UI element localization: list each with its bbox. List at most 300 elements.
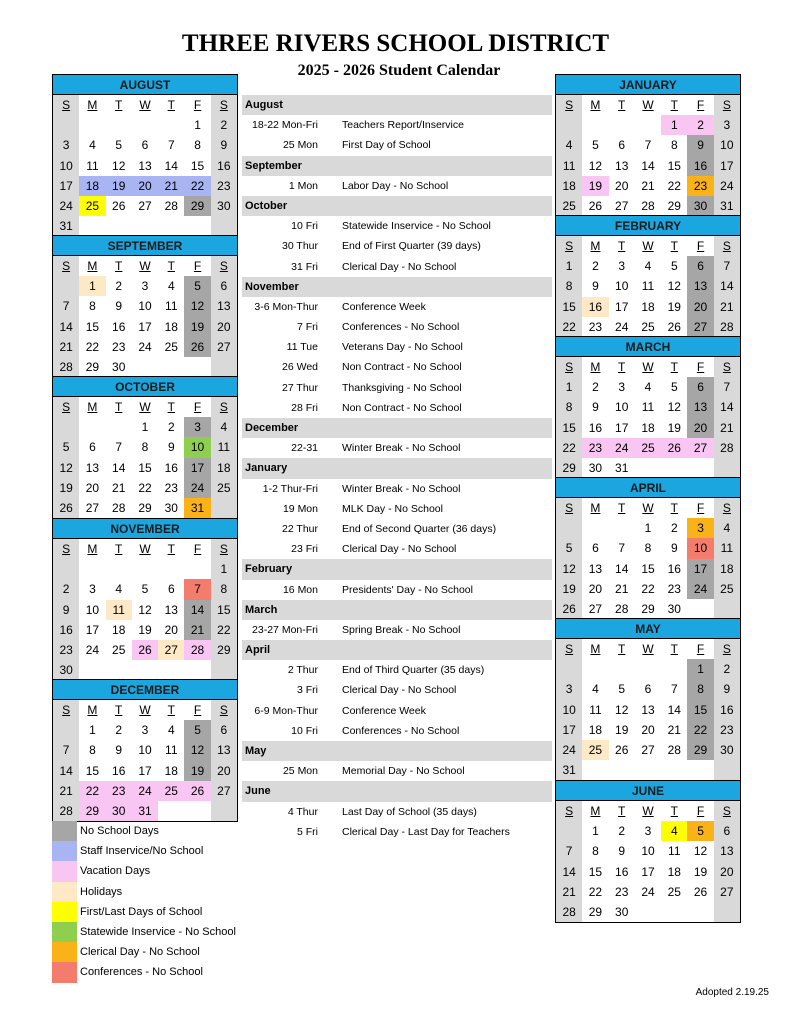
day-cell: 9: [670, 541, 678, 556]
day-cell: 12: [184, 296, 210, 316]
day-cell: 15: [138, 460, 152, 475]
empty-cell: [184, 216, 210, 236]
day-cell: 8: [556, 276, 582, 296]
day-cell: 20: [687, 297, 713, 317]
day-cell: 5: [592, 138, 599, 153]
empty-cell: [53, 559, 79, 579]
day-cell: 16: [582, 297, 608, 317]
weekday-label: S: [714, 357, 740, 377]
month-header: OCTOBER: [53, 377, 237, 397]
day-cell: 15: [687, 700, 713, 720]
event-description: End of Second Quarter (36 days): [342, 522, 497, 535]
day-cell: 19: [138, 622, 152, 637]
day-cell: 6: [211, 276, 237, 296]
day-cell: 22: [588, 884, 603, 899]
day-cell: 25: [582, 740, 608, 760]
event-row: [242, 438, 552, 458]
event-description: Winter Break - No School: [342, 482, 461, 495]
day-cell: 26: [53, 498, 79, 518]
day-cell: 1: [556, 256, 582, 276]
day-cell: 17: [687, 559, 713, 579]
month-header: FEBRUARY: [556, 216, 740, 236]
day-grid: [53, 256, 237, 377]
weekday-label: T: [167, 259, 175, 273]
day-cell: 28: [641, 198, 655, 213]
day-cell: 24: [132, 781, 158, 801]
weekday-label: M: [87, 400, 98, 414]
day-cell: 10: [138, 299, 152, 314]
day-cell: 24: [609, 438, 635, 458]
legend-item: [52, 922, 240, 942]
day-cell: 26: [184, 781, 210, 801]
empty-cell: [158, 216, 184, 236]
day-cell: 16: [588, 420, 603, 435]
day-cell: 16: [53, 620, 79, 640]
day-cell: 25: [556, 196, 582, 216]
empty-cell: [158, 559, 184, 579]
day-cell: 14: [714, 276, 740, 296]
month-may: [555, 618, 741, 781]
day-cell: 25: [79, 196, 105, 216]
day-cell: 11: [668, 844, 681, 859]
empty-cell: [635, 902, 661, 922]
day-cell: 25: [714, 579, 740, 599]
legend-swatch: [52, 922, 77, 942]
legend-item: [52, 942, 240, 962]
day-cell: 14: [667, 702, 681, 717]
weekday-label: M: [590, 98, 601, 112]
day-cell: 24: [714, 176, 740, 196]
day-cell: 10: [556, 700, 582, 720]
weekday-label: T: [618, 642, 626, 656]
day-cell: 22: [138, 480, 152, 495]
legend-label: Clerical Day - No School: [80, 946, 200, 959]
day-cell: 11: [641, 279, 655, 294]
day-cell: 16: [164, 460, 178, 475]
day-cell: 19: [106, 176, 132, 196]
day-cell: 19: [615, 722, 629, 737]
event-month-heading: March: [242, 600, 552, 620]
day-cell: 3: [644, 824, 652, 839]
day-grid: [556, 801, 740, 922]
event-date: 27 Thur: [282, 381, 318, 394]
weekday-label: T: [115, 259, 123, 273]
empty-cell: [714, 902, 740, 922]
empty-cell: [211, 660, 237, 680]
weekday-label: S: [714, 95, 740, 115]
day-cell: 30: [53, 660, 79, 680]
day-cell: 27: [138, 198, 152, 213]
day-cell: 22: [641, 581, 655, 596]
month-header: APRIL: [556, 478, 740, 498]
day-cell: 3: [184, 417, 210, 437]
empty-cell: [53, 115, 79, 135]
event-description: Veterans Day - No School: [342, 341, 463, 354]
day-cell: 18: [112, 622, 126, 637]
empty-cell: [635, 659, 661, 679]
weekday-label: F: [193, 703, 202, 717]
day-cell: 27: [615, 198, 629, 213]
day-cell: 26: [184, 337, 210, 357]
day-cell: 26: [693, 884, 708, 899]
event-date: 18-22 Mon-Fri: [252, 119, 318, 132]
day-cell: 9: [592, 279, 599, 294]
day-cell: 12: [667, 279, 681, 294]
event-description: MLK Day - No School: [342, 502, 443, 515]
event-row: [242, 317, 552, 337]
day-cell: 6: [89, 440, 96, 455]
day-cell: 25: [641, 319, 655, 334]
day-cell: 30: [112, 359, 126, 374]
day-grid: [556, 357, 740, 478]
day-cell: 5: [184, 720, 210, 740]
day-cell: 1: [211, 559, 237, 579]
event-row: [242, 398, 552, 418]
day-cell: 21: [158, 176, 184, 196]
day-cell: 13: [687, 276, 713, 296]
day-cell: 9: [211, 135, 237, 155]
day-cell: 23: [164, 480, 178, 495]
day-cell: 10: [687, 538, 713, 558]
event-row: [242, 802, 552, 822]
day-cell: 2: [167, 420, 175, 435]
day-cell: 23: [615, 884, 629, 899]
day-cell: 4: [661, 821, 687, 841]
day-cell: 12: [588, 158, 603, 173]
event-date: 26 Wed: [282, 361, 318, 374]
event-row: [242, 499, 552, 519]
day-cell: 10: [714, 135, 740, 155]
legend-swatch: [52, 861, 77, 881]
empty-cell: [132, 660, 158, 680]
day-cell: 27: [85, 500, 100, 515]
event-description: Labor Day - No School: [342, 179, 449, 192]
day-cell: 14: [556, 862, 582, 882]
legend-swatch: [52, 821, 77, 841]
day-cell: 15: [211, 600, 237, 620]
legend-swatch: [52, 841, 77, 861]
month-january: [555, 74, 741, 217]
day-cell: 14: [164, 158, 178, 173]
day-cell: 20: [641, 722, 655, 737]
empty-cell: [714, 599, 740, 619]
weekday-label: W: [642, 642, 654, 656]
empty-cell: [158, 801, 184, 821]
weekday-label: W: [642, 239, 654, 253]
weekday-label: S: [556, 95, 582, 115]
day-cell: 23: [588, 319, 603, 334]
weekday-label: F: [193, 542, 202, 556]
event-date: 1 Mon: [288, 179, 318, 192]
day-cell: 19: [556, 579, 582, 599]
month-november: [52, 518, 238, 681]
weekday-label: F: [193, 259, 202, 273]
month-header: DECEMBER: [53, 680, 237, 700]
day-cell: 6: [714, 821, 740, 841]
event-row: [242, 822, 552, 842]
legend-item: [52, 841, 240, 861]
event-date: 3 Fri: [297, 684, 318, 697]
weekday-label: T: [670, 239, 678, 253]
weekday-label: S: [556, 801, 582, 821]
day-cell: 12: [556, 559, 582, 579]
day-cell: 8: [211, 579, 237, 599]
empty-cell: [687, 760, 713, 780]
day-cell: 31: [53, 216, 79, 236]
day-grid: [556, 639, 740, 780]
day-cell: 17: [714, 156, 740, 176]
day-cell: 12: [138, 602, 152, 617]
day-cell: 8: [89, 299, 96, 314]
event-date: 25 Mon: [282, 139, 318, 152]
event-description: Presidents' Day - No School: [342, 583, 473, 596]
day-cell: 4: [556, 135, 582, 155]
empty-cell: [582, 518, 608, 538]
day-cell: 19: [53, 478, 79, 498]
day-cell: 16: [687, 156, 713, 176]
weekday-label: S: [53, 539, 79, 559]
empty-cell: [687, 599, 713, 619]
empty-cell: [53, 417, 79, 437]
event-description: Clerical Day - No School: [342, 260, 457, 273]
weekday-label: W: [642, 501, 654, 515]
event-month-heading: February: [242, 559, 552, 579]
day-cell: 1: [661, 115, 687, 135]
empty-cell: [556, 659, 582, 679]
day-cell: 3: [141, 279, 149, 294]
month-header: SEPTEMBER: [53, 236, 237, 256]
day-cell: 15: [588, 864, 603, 879]
day-cell: 8: [194, 138, 201, 153]
event-date: 23 Fri: [291, 543, 318, 556]
empty-cell: [609, 115, 635, 135]
legend: [52, 821, 240, 983]
event-description: End of Third Quarter (35 days): [342, 664, 485, 677]
day-cell: 26: [556, 599, 582, 619]
day-grid: [53, 95, 237, 236]
day-cell: 14: [714, 397, 740, 417]
day-cell: 6: [644, 682, 652, 697]
weekday-label: S: [211, 256, 237, 276]
weekday-label: M: [590, 501, 601, 515]
empty-cell: [184, 357, 210, 377]
day-cell: 8: [687, 679, 713, 699]
day-cell: 11: [165, 299, 178, 314]
event-description: Teachers Report/Inservice: [342, 119, 464, 132]
legend-swatch: [52, 882, 77, 902]
page-title: THREE RIVERS SCHOOL DISTRICT: [181, 30, 610, 57]
day-cell: 29: [79, 801, 105, 821]
day-cell: 22: [184, 176, 210, 196]
weekday-label: S: [53, 95, 79, 115]
day-cell: 7: [556, 841, 582, 861]
day-cell: 12: [112, 158, 126, 173]
day-cell: 28: [714, 438, 740, 458]
day-cell: 12: [693, 844, 708, 859]
day-cell: 27: [211, 337, 237, 357]
weekday-label: S: [211, 397, 237, 417]
empty-cell: [661, 902, 687, 922]
day-cell: 12: [184, 740, 210, 760]
day-cell: 17: [556, 720, 582, 740]
event-description: End of First Quarter (39 days): [342, 240, 481, 253]
day-cell: 5: [687, 821, 713, 841]
legend-item: [52, 882, 240, 902]
day-cell: 26: [615, 742, 629, 757]
day-cell: 15: [667, 158, 681, 173]
day-cell: 8: [592, 844, 599, 859]
weekday-label: F: [696, 642, 705, 656]
empty-cell: [556, 821, 582, 841]
day-cell: 8: [670, 138, 678, 153]
day-cell: 22: [79, 781, 105, 801]
day-cell: 16: [615, 864, 629, 879]
day-cell: 4: [167, 723, 175, 738]
day-cell: 11: [641, 400, 655, 415]
empty-cell: [687, 902, 713, 922]
day-cell: 5: [670, 380, 678, 395]
event-month-heading: October: [242, 196, 552, 216]
day-cell: 17: [53, 176, 79, 196]
weekday-label: S: [53, 397, 79, 417]
day-cell: 12: [53, 458, 79, 478]
day-cell: 3: [556, 679, 582, 699]
day-cell: 22: [687, 720, 713, 740]
day-cell: 31: [615, 460, 629, 475]
day-cell: 4: [644, 259, 652, 274]
event-date: 6-9 Mon-Thur: [254, 704, 318, 717]
event-description: Spring Break - No School: [342, 623, 461, 636]
legend-label: Holidays: [80, 885, 123, 898]
day-cell: 4: [714, 518, 740, 538]
day-cell: 11: [106, 600, 132, 620]
day-cell: 10: [641, 844, 655, 859]
day-cell: 20: [211, 317, 237, 337]
weekday-label: S: [714, 498, 740, 518]
weekday-label: T: [618, 239, 626, 253]
day-cell: 22: [556, 438, 582, 458]
day-cell: 14: [53, 317, 79, 337]
day-cell: 7: [618, 541, 626, 556]
day-cell: 18: [667, 864, 681, 879]
day-cell: 5: [141, 582, 149, 597]
day-cell: 26: [667, 319, 681, 334]
day-cell: 1: [687, 659, 713, 679]
day-cell: 18: [641, 299, 655, 314]
day-cell: 7: [670, 682, 678, 697]
day-cell: 25: [667, 884, 681, 899]
day-cell: 23: [106, 781, 132, 801]
day-cell: 4: [644, 380, 652, 395]
weekday-label: F: [193, 98, 202, 112]
day-cell: 31: [132, 801, 158, 821]
day-cell: 26: [588, 198, 603, 213]
event-row: [242, 378, 552, 398]
weekday-label: S: [556, 236, 582, 256]
day-cell: 5: [556, 538, 582, 558]
event-month-heading: April: [242, 640, 552, 660]
day-cell: 9: [618, 844, 626, 859]
event-date: 3-6 Mon-Thur: [254, 300, 318, 313]
day-cell: 12: [615, 702, 629, 717]
event-date: 22 Thur: [282, 522, 318, 535]
weekday-label: F: [696, 98, 705, 112]
day-cell: 10: [138, 743, 152, 758]
day-cell: 11: [211, 437, 237, 457]
day-cell: 9: [687, 135, 713, 155]
empty-cell: [211, 801, 237, 821]
day-cell: 4: [89, 138, 96, 153]
day-cell: 3: [687, 518, 713, 538]
legend-label: Staff Inservice/No School: [80, 845, 204, 858]
day-cell: 27: [158, 640, 184, 660]
weekday-label: S: [556, 357, 582, 377]
day-cell: 7: [53, 740, 79, 760]
weekday-label: T: [167, 542, 175, 556]
day-cell: 2: [618, 824, 626, 839]
day-grid: [53, 397, 237, 518]
day-cell: 22: [211, 620, 237, 640]
legend-item: [52, 962, 240, 982]
day-cell: 26: [661, 438, 687, 458]
day-cell: 15: [641, 561, 655, 576]
weekday-label: T: [670, 98, 678, 112]
empty-cell: [132, 559, 158, 579]
empty-cell: [635, 115, 661, 135]
day-cell: 30: [211, 196, 237, 216]
weekday-label: S: [211, 539, 237, 559]
day-cell: 24: [53, 196, 79, 216]
empty-cell: [79, 115, 105, 135]
day-cell: 31: [556, 760, 582, 780]
day-cell: 25: [112, 642, 126, 657]
event-row: [242, 580, 552, 600]
legend-item: [52, 861, 240, 881]
empty-cell: [609, 760, 635, 780]
day-cell: 27: [588, 601, 603, 616]
day-cell: 20: [164, 622, 178, 637]
day-cell: 29: [138, 500, 152, 515]
day-cell: 13: [211, 296, 237, 316]
weekday-label: T: [618, 804, 626, 818]
legend-swatch: [52, 942, 77, 962]
day-cell: 20: [85, 480, 100, 495]
weekday-label: T: [167, 400, 175, 414]
day-cell: 29: [556, 458, 582, 478]
day-cell: 23: [112, 339, 126, 354]
day-cell: 24: [687, 579, 713, 599]
event-description: Memorial Day - No School: [342, 765, 465, 778]
day-cell: 27: [714, 882, 740, 902]
empty-cell: [132, 115, 158, 135]
empty-cell: [635, 760, 661, 780]
weekday-label: T: [670, 642, 678, 656]
day-cell: 14: [53, 761, 79, 781]
month-header: MARCH: [556, 337, 740, 357]
day-cell: 28: [615, 601, 629, 616]
day-cell: 2: [211, 115, 237, 135]
day-cell: 1: [556, 377, 582, 397]
weekday-label: S: [556, 498, 582, 518]
empty-cell: [609, 518, 635, 538]
event-date: 19 Mon: [282, 502, 318, 515]
event-row: [242, 761, 552, 781]
day-cell: 29: [184, 196, 210, 216]
weekday-label: M: [87, 703, 98, 717]
day-cell: 31: [714, 196, 740, 216]
day-cell: 25: [164, 339, 178, 354]
day-cell: 9: [592, 400, 599, 415]
